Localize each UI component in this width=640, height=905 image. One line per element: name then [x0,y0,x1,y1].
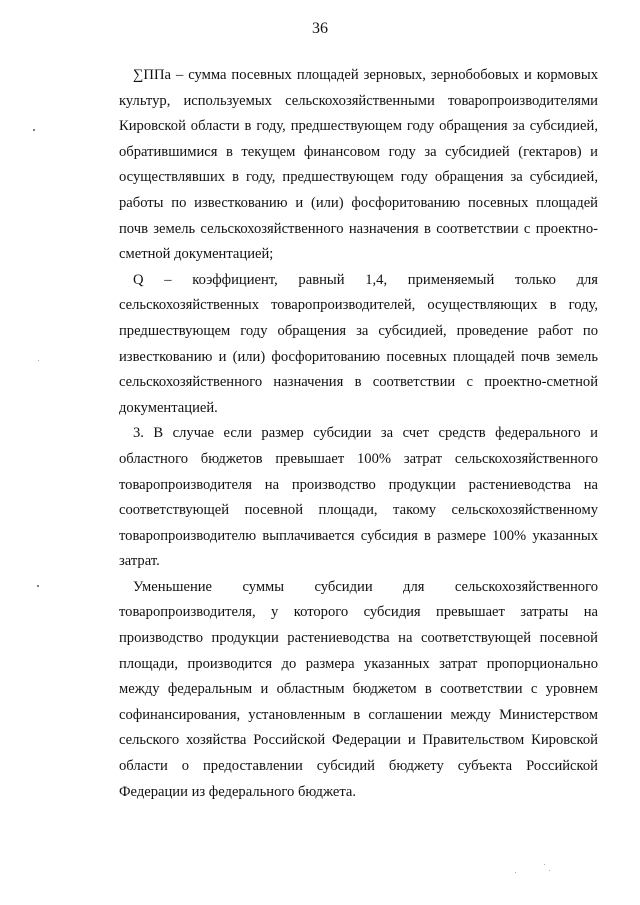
page-number: 36 [312,20,328,37]
scan-speck [33,129,35,131]
paragraph-clause-3: 3. В случае если размер субсидии за счет средств федерального и областного бюджетов превышает 100% затрат сельскохозяйственного товаропроизводителя на производство продукции растениеводства на соответствующей посевной площади, такому сельскохозяйственному товаропроизводителю выплачивается субсидия в размере 100% указанных затрат. [119,425,598,570]
paragraph-coefficient-definition: Q – коэффициент, равный 1,4, применяемый только для сельскохозяйственных товаропроизводителей, осуществляющих в году, предшествующем году обращения за субсидией, проведение работ по известкованию и (или) фосфоритованию посевных площадей почв земель сельскохозяйственного назначения в соответствии с проектно-сметной документацией. [119,271,598,416]
scan-speck [549,870,550,871]
scan-speck [544,864,545,865]
paragraph-subsidy-reduction: Уменьшение суммы субсидии для сельскохозяйственного товаропроизводителя, у которого субсидия превышает затраты на производство продукции растениеводства на соответствующей посевной площади, производится до размера указанных затрат пропорционально между федеральным и областным бюджетом в соответствии с уровнем софинансирования, установленным в соглашении между Министерством сельского хозяйства Российской Федерации и Правительством Кировской области о предоставлении субсидий бюджету субъекта Российской Федерации из федерального бюджета. [119,578,598,800]
document-body [119,63,598,805]
scan-speck [515,872,516,873]
scan-speck [37,585,39,587]
scan-speck [38,360,39,361]
paragraph-sum-definition: ∑ППа – сумма посевных площадей зерновых, зернобобовых и кормовых культур, используемых сельскохозяйственными товаропроизводителями Кировской области в году, предшествующем году обращения за субсидией, обратившимися в текущем финансовом году за субсидией (гектаров) и осуществлявших в году, предшествующем году обращения за субсидией, работы по известкованию и (или) фосфоритованию посевных площадей почв земель сельскохозяйственного назначения в соответствии с проектно-сметной документацией; [119,67,598,263]
